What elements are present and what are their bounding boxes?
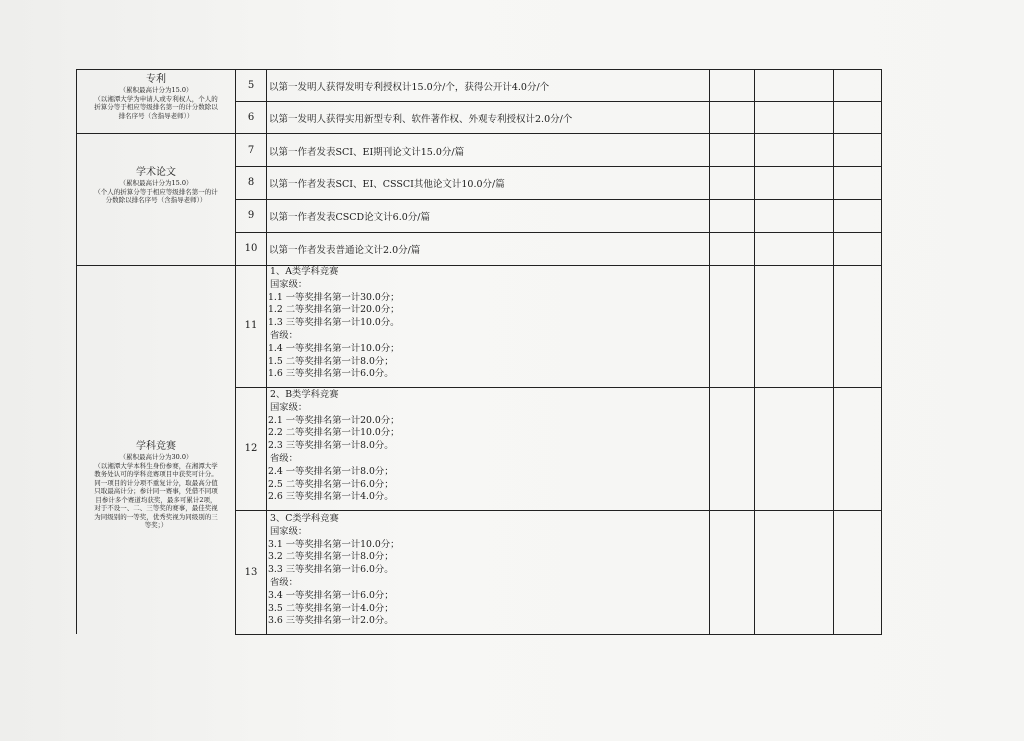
competition-list-b — [268, 389, 399, 504]
list-item: 1.5 二等奖排名第一计8.0分； — [268, 355, 394, 367]
list-item: 3.1 一等奖排名第一计10.0分； — [268, 538, 400, 550]
list-item: 2.2 二等奖排名第一计10.0分； — [268, 427, 400, 439]
category-competition — [77, 440, 235, 530]
row-number: 12 — [244, 443, 258, 454]
list-item: 国家级： — [270, 401, 308, 413]
list-item: 2.5 二等奖排名第一计6.0分； — [268, 478, 394, 490]
row-number: 9 — [247, 210, 255, 221]
row-number: 7 — [247, 145, 255, 156]
category-paper — [77, 166, 235, 205]
row-number: 5 — [247, 80, 255, 91]
row-description: 以第一发明人获得发明专利授权计15.0分/个，获得公开计4.0分/个 — [269, 82, 550, 93]
competition-list-a — [268, 266, 399, 381]
list-item: 省级： — [270, 452, 298, 464]
category-note: 排名序号（含指导老师）） — [118, 111, 194, 120]
list-item: 3.5 二等奖排名第一计4.0分； — [268, 602, 394, 614]
list-item: 1.4 一等奖排名第一计10.0分； — [268, 342, 400, 354]
list-item: 1.1 一等奖排名第一计30.0分； — [268, 291, 400, 303]
row-number: 11 — [244, 320, 258, 331]
list-item: 3.2 二等奖排名第一计8.0分； — [268, 551, 394, 563]
row-number: 10 — [244, 243, 258, 254]
category-note: （累积最高计分为15.0） — [119, 179, 193, 187]
row-description: 以第一作者发表SCI、EI期刊论文计15.0分/篇 — [269, 147, 465, 158]
category-note: 对于不设一、二、三等奖的赛事，最佳奖视 — [94, 504, 218, 512]
category-patent — [77, 73, 235, 120]
row-number: 13 — [244, 567, 258, 578]
list-item: 省级： — [270, 576, 298, 588]
list-item: 1.2 二等奖排名第一计20.0分； — [268, 304, 400, 316]
row-description: 以第一作者发表普通论文计2.0分/篇 — [269, 245, 421, 256]
list-item: 2.3 三等奖排名第一计8.0分。 — [268, 440, 394, 452]
list-item: 国家级： — [270, 525, 308, 537]
list-item: 1.6 三等奖排名第一计6.0分。 — [268, 368, 394, 380]
list-item: 1.3 三等奖排名第一计10.0分。 — [268, 317, 400, 329]
category-note: 教务处认可的学科竞赛项目中获奖可计分。 — [94, 470, 218, 478]
category-note: 为同级别的一等奖，优秀奖视为同级别的三 — [94, 512, 218, 521]
category-note: （累积最高计分为15.0） — [119, 86, 193, 94]
category-title: 学术论文 — [136, 167, 176, 178]
list-item: 2、B类学科竞赛 — [270, 389, 339, 400]
competition-list-c — [268, 513, 399, 628]
category-note: 等奖；） — [144, 521, 168, 529]
category-note: 只取最高计分；参计同一赛事，凭借不同项 — [94, 487, 218, 495]
category-note: （个人的折算分等于相应等级排名第一的计 — [94, 187, 218, 196]
category-note: （累积最高计分为30.0） — [119, 453, 193, 461]
row-description: 以第一发明人获得实用新型专利、软件著作权、外观专利授权计2.0分/个 — [269, 114, 573, 125]
list-item: 3、C类学科竞赛 — [270, 513, 339, 524]
row-number: 6 — [247, 112, 255, 123]
row-number: 8 — [247, 177, 255, 188]
row-description: 以第一作者发表SCI、EI、CSSCI其他论文计10.0分/篇 — [269, 179, 505, 190]
list-item: 3.3 三等奖排名第一计6.0分。 — [268, 564, 394, 576]
category-title: 专利 — [146, 74, 166, 85]
list-item: 3.4 一等奖排名第一计6.0分； — [268, 589, 394, 601]
list-item: 2.1 一等奖排名第一计20.0分； — [268, 414, 400, 426]
list-item: 2.6 三等奖排名第一计4.0分。 — [268, 491, 394, 503]
category-title: 学科竞赛 — [136, 441, 176, 452]
list-item: 3.6 三等奖排名第一计2.0分。 — [268, 615, 394, 627]
category-note: （以湘潭大学为申请人或专利权人，个人的 — [94, 94, 218, 103]
row-description: 以第一作者发表CSCD论文计6.0分/篇 — [269, 212, 430, 223]
list-item: 1、A类学科竞赛 — [270, 266, 339, 277]
category-note: 同一项目的计分项不重复计分，取最高分值 — [94, 478, 218, 487]
category-note: 折算分等于相应等级排名第一的计分数除以 — [94, 103, 218, 111]
list-item: 国家级： — [270, 278, 308, 290]
list-item: 2.4 一等奖排名第一计8.0分； — [268, 465, 394, 477]
category-note: （以湘潭大学本科生身份参赛，在湘潭大学 — [94, 461, 218, 470]
list-item: 省级： — [270, 329, 298, 341]
category-note: 目参计多个赛道均获奖，最多可累计2项， — [95, 495, 217, 504]
category-note: 分数除以排名序号（含指导老师）） — [105, 196, 207, 204]
